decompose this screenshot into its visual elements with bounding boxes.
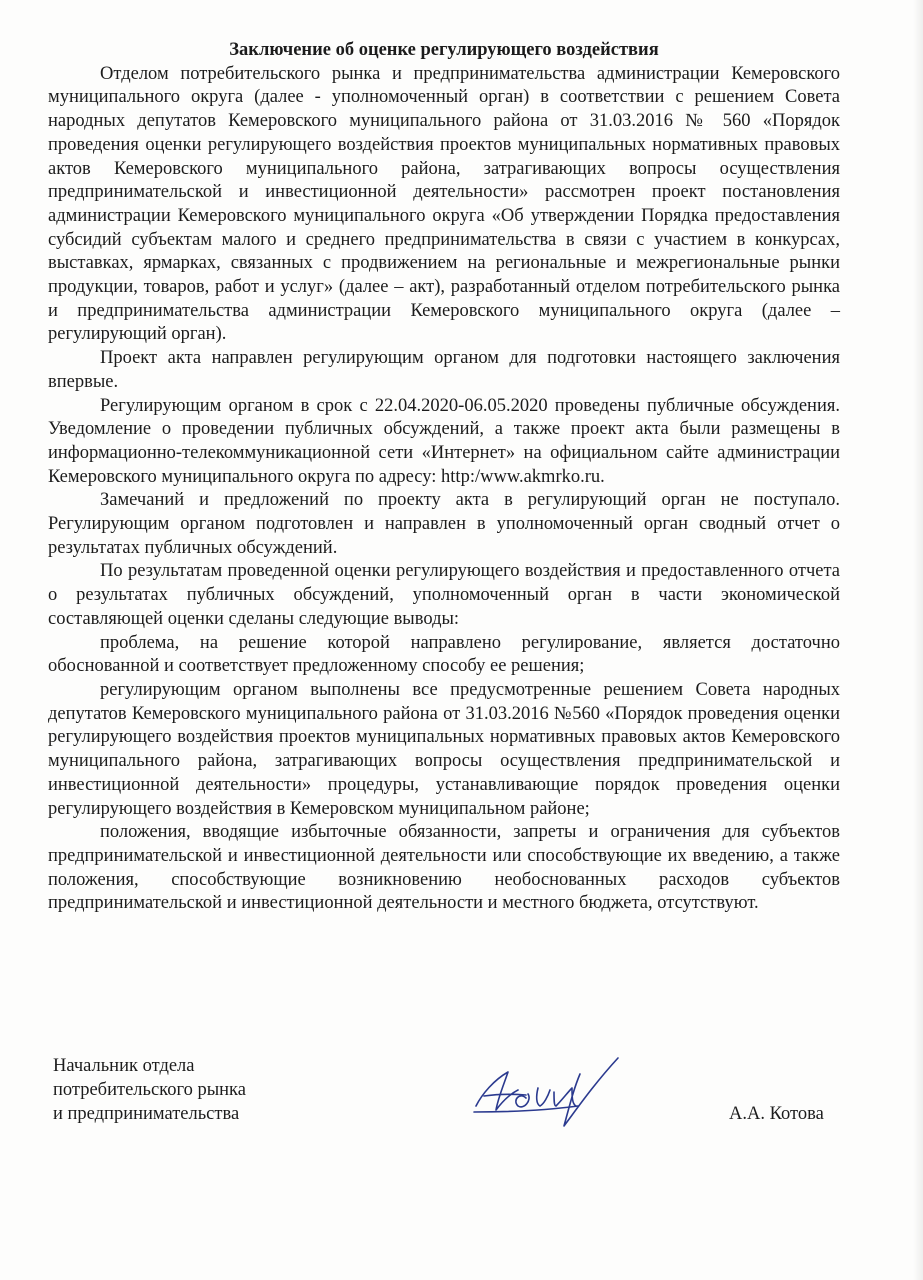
paragraph-conclusion-problem: проблема, на решение которой направлено регулирование, является достаточно обоснованной и соответствует предложенному способу ее решения; (48, 632, 840, 677)
document-body (48, 32, 840, 916)
signature-block (53, 1054, 853, 1144)
document-title: Заключение об оценке регулирующего воздействия (229, 40, 659, 60)
paragraph-public-discussion: Регулирующим органом в срок с 22.04.2020-06.05.2020 проведены публичные обсуждения. Уведомление о проведении публичных обсуждений, а также проект акта были размещены в информационно-телекоммуникационной сети «Интернет» на официальном сайте администрации Кемеровского муниципального округа по адресу: http:/www.akmrko.ru. (48, 395, 840, 487)
paragraph-intro: Отделом потребительского рынка и предпринимательства администрации Кемеровского муниципального округа (далее - уполномоченный орган) в соответствии с решением Совета народных депутатов Кемеровского муниципального района от 31.03.2016 № 560 «Порядок проведения оценки регулирующего воздействия проектов муниципальных нормативных правовых актов Кемеровского муниципального района, затрагивающих вопросы осуществления предпринимательской и инвестиционной деятельности» рассмотрен проект постановления администрации Кемеровского муниципального округа «Об утверждении Порядка предоставления субсидий субъектам малого и среднего предпринимательства в связи с участием в конкурсах, выставках, ярмарках, связанных с продвижением на региональные и межрегиональные рынки продукции, товаров, работ и услуг» (далее – акт), разработанный отделом потребительского рынка и предпринимательства администрации Кемеровского муниципального округа (далее – регулирующий орган). (48, 63, 840, 345)
paragraph-no-comments: Замечаний и предложений по проекту акта в регулирующий орган не поступало. Регулирующим органом подготовлен и направлен в уполномоченный орган сводный отчет о результатах публичных обсуждений. (48, 490, 840, 558)
paragraph-conclusions-intro: По результатам проведенной оценки регулирующего воздействия и предоставленного отчета о результатах публичных обсуждений, уполномоченный орган в части экономической составляющей оценки сделаны следующие выводы: (48, 561, 840, 629)
paragraph-conclusion-procedures: регулирующим органом выполнены все предусмотренные решением Совета народных депутатов Кемеровского муниципального района от 31.03.2016 №560 «Порядок проведения оценки регулирующего воздействия проектов муниципальных нормативных правовых актов Кемеровского муниципального района, затрагивающих вопросы осуществления предпринимательской и инвестиционной деятельности» процедуры, устанавливающие порядок проведения оценки регулирующего воздействия в Кемеровском муниципальном районе; (48, 679, 840, 819)
paragraph-first-submission: Проект акта направлен регулирующим органом для подготовки настоящего заключения впервые. (48, 348, 840, 392)
signer-position-line-3: и предпринимательства (53, 1104, 240, 1124)
signer-name: А.А. Котова (729, 1104, 824, 1124)
signer-position-line-2: потребительского рынка (53, 1080, 246, 1100)
handwritten-signature (468, 1054, 638, 1134)
paragraph-conclusion-provisions: положения, вводящие избыточные обязанности, запреты и ограничения для субъектов предпринимательской и инвестиционной деятельности или способствующие их введению, а также положения, способствующие возникновению необоснованных расходов субъектов предпринимательской и инвестиционной деятельности и местного бюджета, отсутствуют. (48, 822, 840, 914)
page-edge-shadow (913, 0, 923, 1280)
signer-position-line-1: Начальник отдела (53, 1056, 195, 1076)
